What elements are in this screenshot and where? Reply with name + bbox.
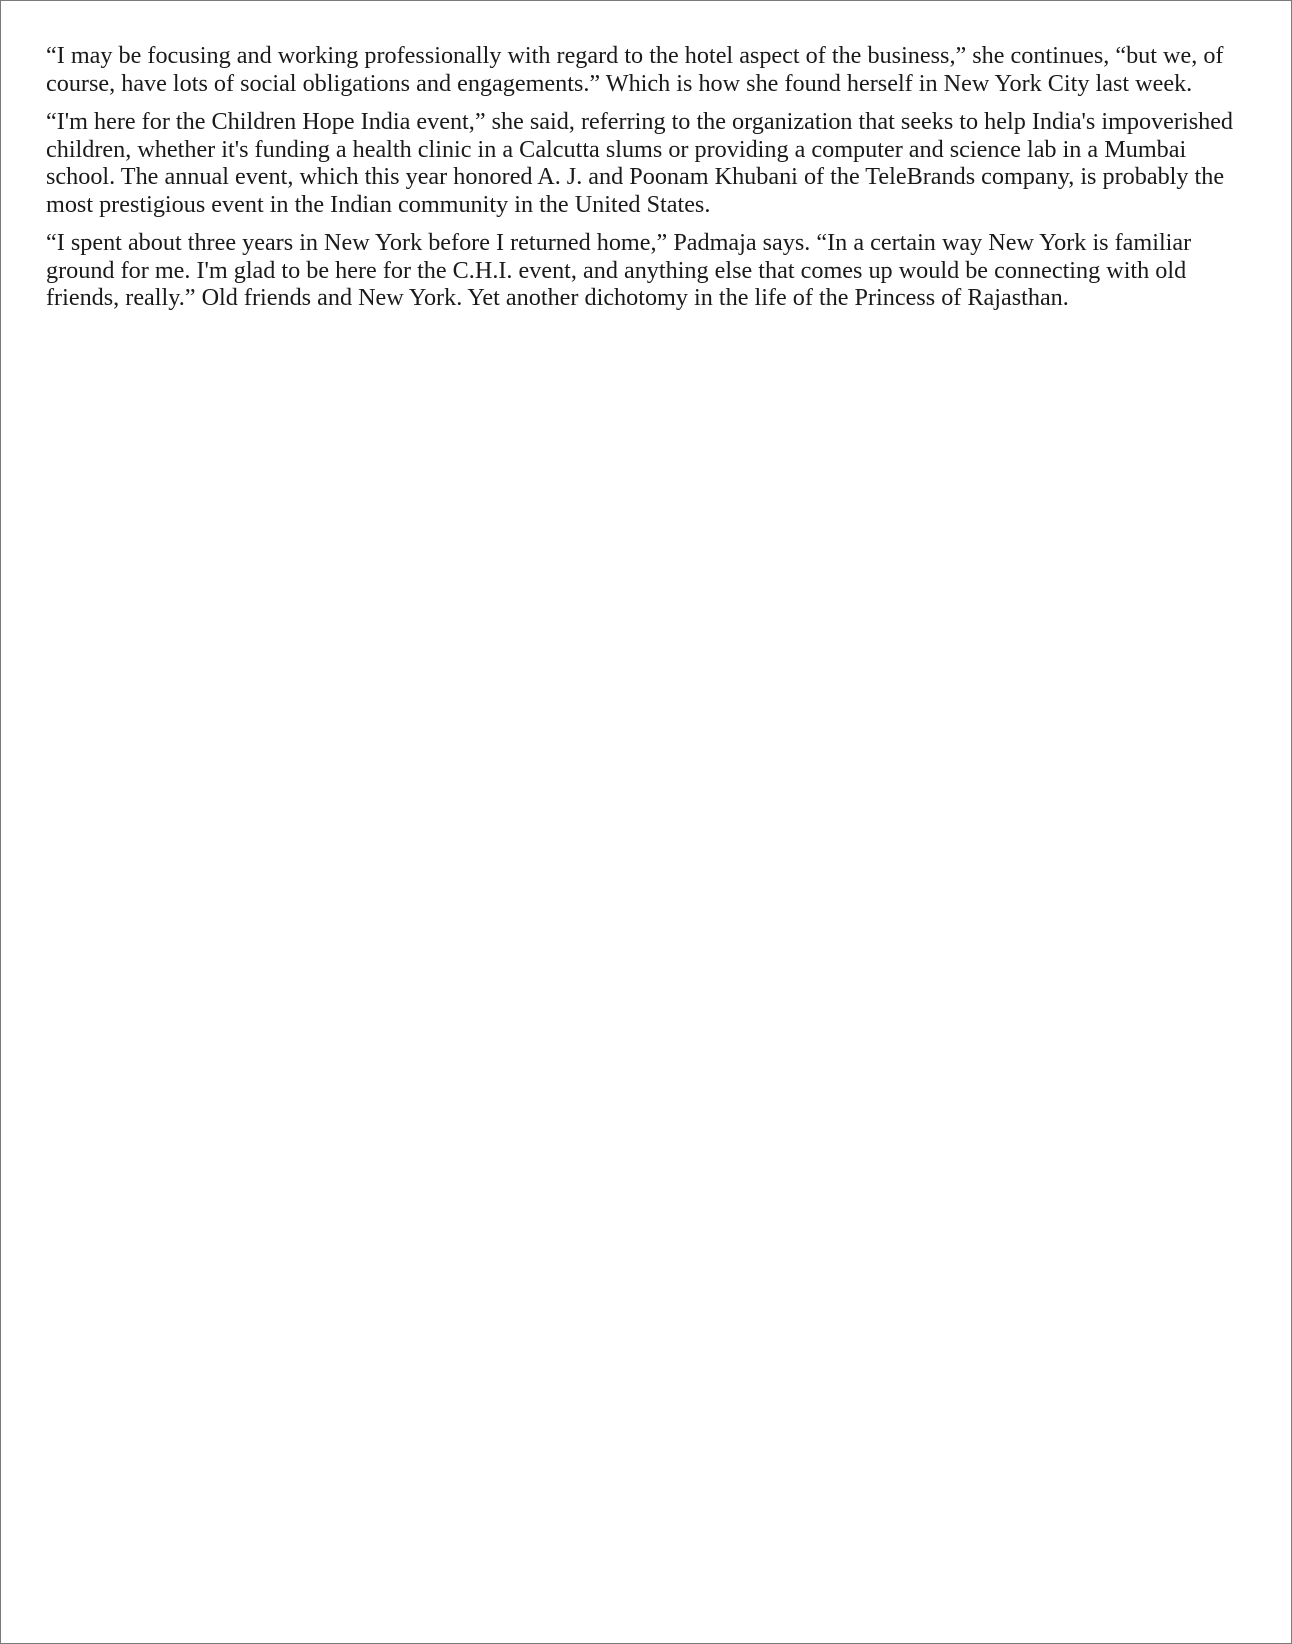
paragraph-1: “I may be focusing and working professionally with regard to the hotel aspect of the business,” she continues, “but we, of course, have lots of social obligations and engagements.” Which is how she found herself in New York City last week.	[46, 42, 1224, 97]
article-body	[46, 42, 1236, 323]
paragraph-2: “I'm here for the Children Hope India event,” she said, referring to the organization that seeks to help India's impoverished children, whether it's funding a health clinic in a Calcutta slums or providing a computer and science lab in a Mumbai school. The annual event, which this year honored A. J. and Poonam Khubani of the TeleBrands company, is probably the most prestigious event in the Indian community in the United States.	[46, 108, 1234, 218]
paragraph-3: “I spent about three years in New York before I returned home,” Padmaja says. “In a certain way New York is familiar ground for me. I'm glad to be here for the C.H.I. event, and anything else that comes up would be connecting with old friends, really.” Old friends and New York. Yet another dichotomy in the life of the Princess of Rajasthan.	[46, 229, 1192, 311]
